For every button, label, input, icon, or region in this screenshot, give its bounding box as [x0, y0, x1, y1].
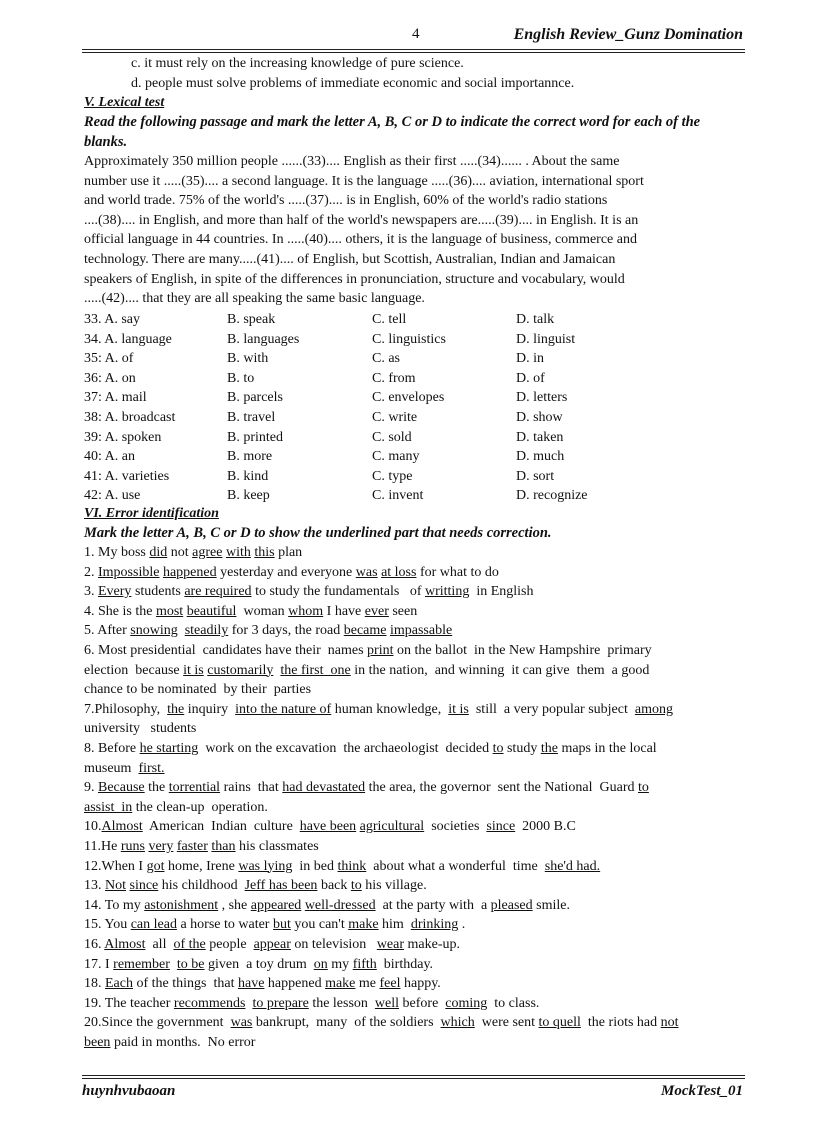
sentence-text: before: [399, 995, 446, 1011]
underlined-part[interactable]: she'd had.: [544, 858, 601, 874]
passage-line: .....(42).... that they are all speaking the same basic language.: [84, 291, 425, 307]
underlined-part[interactable]: to be: [176, 956, 205, 972]
sentence-text: smile.: [532, 897, 570, 913]
passage-line: Approximately 350 million people ......(33).... English as their first .....(34)...... . About the same: [84, 154, 620, 169]
option-a[interactable]: 42: A. use: [84, 488, 141, 504]
option-a[interactable]: 38: A. broadcast: [84, 410, 176, 425]
sentence-text: in the nation, and winning it can give them a good: [350, 662, 650, 678]
passage-line: number use it .....(35).... a second language. It is the language .....(36).... aviation, international sport: [84, 173, 644, 189]
underlined-part[interactable]: to quell: [538, 1015, 581, 1031]
underlined-part[interactable]: this: [254, 545, 275, 560]
sentence-text: my: [327, 956, 353, 972]
sentence-text: maps in the local: [557, 741, 657, 756]
option-d[interactable]: D. recognize: [516, 488, 588, 504]
option-c[interactable]: C. many: [372, 449, 420, 465]
option-b[interactable]: B. with: [227, 351, 269, 367]
passage-line: speakers of English, in spite of the differences in pronunciation, structure and vocabulary, would: [84, 271, 625, 287]
underlined-part[interactable]: ever: [364, 603, 389, 619]
underlined-part[interactable]: the: [540, 741, 558, 756]
sentence-text: 17. I: [84, 956, 114, 972]
underlined-part[interactable]: make: [325, 976, 356, 992]
option-c[interactable]: C. invent: [372, 488, 424, 504]
option-b[interactable]: B. kind: [227, 468, 269, 484]
underlined-part[interactable]: whom: [288, 603, 324, 619]
sentence-text: rains that: [220, 780, 283, 796]
error-line: [84, 641, 744, 661]
sentence-text: 15. You: [84, 917, 131, 933]
option-c[interactable]: C. linguistics: [372, 331, 446, 347]
option-a[interactable]: 36: A. on: [84, 370, 136, 386]
option-b[interactable]: B. more: [227, 449, 273, 465]
page-number: 4: [412, 26, 420, 42]
option-d[interactable]: D. letters: [516, 390, 568, 406]
sentence-text: people: [205, 937, 254, 952]
underlined-part[interactable]: since: [129, 878, 159, 894]
option-a[interactable]: 37: A. mail: [84, 390, 147, 406]
question-row: [84, 310, 744, 330]
question-row: [84, 447, 744, 467]
underlined-part[interactable]: became: [343, 623, 387, 639]
underlined-part[interactable]: Almost: [104, 937, 146, 952]
option-c[interactable]: C. sold: [372, 429, 412, 445]
sentence-text: yesterday and everyone: [216, 564, 356, 580]
underlined-part[interactable]: to: [492, 741, 504, 756]
error-line: [84, 915, 744, 935]
question-row: [84, 388, 744, 408]
underlined-part[interactable]: torrential: [168, 780, 221, 796]
error-line: [84, 935, 744, 955]
error-line: [84, 621, 744, 641]
underlined-part[interactable]: wear: [376, 937, 405, 952]
underlined-part[interactable]: Every: [98, 584, 132, 600]
option-d[interactable]: D. talk: [516, 312, 555, 327]
sentence-text: American Indian culture: [142, 819, 300, 835]
sentence-text: study: [503, 741, 541, 756]
underlined-part[interactable]: was: [355, 564, 378, 580]
footer-test-name: MockTest_01: [661, 1083, 743, 1099]
sentence-text: 16.: [84, 937, 105, 952]
header-rule-2: [82, 52, 745, 53]
underlined-part[interactable]: can lead: [130, 917, 177, 933]
underlined-part[interactable]: coming: [445, 995, 488, 1011]
sentence-text: .: [458, 917, 466, 933]
option-b[interactable]: B. printed: [227, 429, 283, 445]
question-row: [84, 428, 744, 448]
option-b[interactable]: B. speak: [227, 312, 276, 327]
page-footer: [82, 1083, 745, 1103]
passage-line: and world trade. 75% of the world's .....(37).... is in English, 60% of the world's radio stations: [84, 193, 608, 209]
option-d[interactable]: D. much: [516, 449, 565, 465]
sentence-text: students: [131, 584, 185, 600]
sentence-text: on television: [290, 937, 377, 952]
error-line: [84, 582, 744, 602]
page-header: [82, 26, 745, 46]
error-line: [84, 759, 744, 779]
passage-line: official language in 44 countries. In .....(40).... others, it is the language of business, commerce and: [84, 232, 637, 248]
sentence-text: a horse to water: [176, 917, 273, 933]
underlined-part[interactable]: think: [337, 858, 367, 874]
sentence-text: 1. My boss: [84, 545, 150, 560]
error-line: [84, 798, 744, 818]
underlined-part[interactable]: pleased: [490, 897, 533, 913]
underlined-part[interactable]: drinking: [410, 917, 459, 933]
option-d[interactable]: D. in: [516, 351, 544, 367]
underlined-part[interactable]: agree: [192, 545, 223, 560]
underlined-part[interactable]: with: [225, 545, 251, 560]
underlined-part[interactable]: he starting: [139, 741, 199, 756]
option-d[interactable]: D. show: [516, 410, 563, 425]
header-rule: [82, 49, 745, 50]
sentence-text: [170, 957, 177, 972]
underlined-part[interactable]: did: [149, 545, 168, 560]
underlined-part[interactable]: since: [486, 819, 516, 835]
underlined-part[interactable]: had devastated: [282, 780, 366, 796]
underlined-part[interactable]: Jeff has been: [244, 878, 318, 894]
passage-line: ....(38).... in English, and more than half of the world's newspapers are.....(39).... in English. It is an: [84, 212, 639, 228]
footer-rule: [82, 1075, 745, 1076]
sentence-text: 10.: [84, 819, 102, 835]
question-row: [84, 330, 744, 350]
error-line: [84, 680, 744, 700]
underlined-part[interactable]: been: [84, 1035, 111, 1050]
underlined-part[interactable]: Almost: [101, 819, 143, 835]
sentence-text: about what a wonderful time: [366, 858, 545, 874]
error-line: [84, 837, 744, 857]
underlined-part[interactable]: make: [348, 917, 379, 933]
underlined-part[interactable]: at loss: [381, 564, 417, 580]
underlined-part[interactable]: customarily: [207, 662, 274, 678]
sentence-text: chance to be nominated by their parties: [84, 682, 312, 698]
underlined-part[interactable]: into the nature of: [235, 701, 332, 717]
sentence-text: [178, 623, 185, 638]
sentence-text: to study the fundamentals of: [251, 584, 425, 600]
error-line: [84, 896, 744, 916]
sentence-text: me: [355, 976, 380, 992]
error-line: [84, 857, 744, 877]
sentence-text: human knowledge,: [331, 701, 449, 717]
header-title: English Review_Gunz Domination: [513, 26, 743, 43]
error-line: [84, 700, 744, 720]
underlined-part[interactable]: impassable: [389, 623, 453, 639]
sentence-text: 6. Most presidential candidates have their names: [84, 643, 368, 658]
option-a[interactable]: 41: A. varieties: [84, 468, 170, 484]
underlined-part[interactable]: print: [367, 643, 394, 658]
sentence-text: of the things that: [132, 976, 238, 992]
sentence-text: seen: [388, 603, 418, 619]
sentence-text: in bed: [292, 858, 338, 874]
option-d[interactable]: D. linguist: [516, 331, 576, 347]
underlined-part[interactable]: it is: [448, 701, 469, 717]
sentence-text: 13.: [84, 878, 105, 894]
sentence-text: for 3 days, the road: [228, 623, 344, 639]
underlined-part[interactable]: to: [638, 780, 649, 796]
underlined-part[interactable]: beautiful: [186, 603, 237, 619]
sentence-text: woman: [236, 603, 289, 619]
underlined-part[interactable]: writting: [424, 584, 470, 600]
option-c[interactable]: C. tell: [372, 312, 407, 327]
sentence-text: not: [167, 545, 193, 560]
error-line: [84, 543, 744, 563]
underlined-part[interactable]: the first one: [280, 662, 351, 678]
error-line: [84, 876, 744, 896]
error-line: [84, 563, 744, 583]
error-line: [84, 955, 744, 975]
sentence-text: museum: [84, 760, 139, 776]
error-line: [84, 994, 744, 1014]
underlined-part[interactable]: of the: [173, 937, 206, 952]
sentence-text: all: [145, 937, 174, 952]
sentence-text: the lesson: [308, 995, 375, 1011]
underlined-part[interactable]: recommends: [173, 995, 246, 1011]
sentence-text: 2.: [84, 564, 98, 580]
footer-author: huynhvubaoan: [82, 1083, 176, 1099]
underlined-part[interactable]: which: [440, 1015, 475, 1031]
option-b[interactable]: B. to: [227, 370, 255, 386]
sentence-text: on the ballot in the New Hampshire primary: [393, 643, 652, 658]
sentence-text: the area, the governor sent the National Guard: [365, 780, 638, 796]
error-line: [84, 1013, 744, 1033]
sentence-text: make-up.: [404, 937, 460, 952]
sentence-text: birthday.: [376, 956, 434, 972]
underlined-part[interactable]: feel: [379, 976, 401, 992]
sentence-text: his childhood: [158, 878, 245, 894]
sentence-text: his village.: [361, 878, 427, 894]
underlined-part[interactable]: have: [237, 976, 265, 992]
sentence-text: 3.: [84, 584, 98, 600]
option-b[interactable]: B. languages: [227, 331, 300, 347]
underlined-part[interactable]: most: [155, 603, 184, 619]
sentence-text: 19. The teacher: [84, 995, 174, 1011]
passage-line: technology. There are many.....(41).... of English, but Scottish, Australian, Indian and Jamaican: [84, 252, 616, 267]
error-line: [84, 739, 744, 759]
error-line: [84, 974, 744, 994]
underlined-part[interactable]: faster: [176, 839, 208, 854]
sentence-text: back: [317, 878, 351, 894]
sentence-text: his classmates: [235, 839, 319, 854]
underlined-part[interactable]: the: [167, 701, 185, 717]
sentence-text: the: [144, 780, 169, 796]
sentence-text: the riots had: [580, 1015, 661, 1031]
section-5-instruction: Read the following passage and mark the letter A, B, C or D to indicate the correct word for each of the blanks.: [84, 114, 701, 150]
sentence-text: 2000 B.C: [515, 819, 576, 835]
sentence-text: him: [378, 917, 411, 933]
option-a[interactable]: 39: A. spoken: [84, 429, 162, 445]
error-line: [84, 778, 744, 798]
underlined-part[interactable]: very: [148, 839, 174, 854]
underlined-part[interactable]: are required: [184, 584, 252, 600]
underlined-part[interactable]: agricultural: [359, 819, 425, 835]
underlined-part[interactable]: Because: [98, 780, 145, 796]
underlined-part[interactable]: appear: [253, 937, 291, 952]
sentence-text: given a toy drum: [204, 956, 314, 972]
sentence-text: 20.Since the government: [84, 1015, 231, 1031]
underlined-part[interactable]: snowing: [130, 623, 178, 639]
option-b[interactable]: B. keep: [227, 488, 270, 504]
sentence-text: work on the excavation the archaeologist decided: [198, 741, 493, 756]
underlined-part[interactable]: got: [146, 858, 165, 874]
sentence-text: home, Irene: [164, 858, 239, 874]
underlined-part[interactable]: steadily: [184, 623, 229, 639]
sentence-text: I have: [323, 603, 365, 619]
underlined-part[interactable]: astonishment: [144, 897, 219, 913]
sentence-text: 7.Philosophy,: [84, 701, 168, 717]
underlined-part[interactable]: assist in: [84, 799, 133, 815]
option-c[interactable]: C. from: [372, 370, 416, 386]
sentence-text: happy.: [400, 976, 441, 992]
underlined-part[interactable]: have been: [299, 819, 357, 835]
underlined-part[interactable]: well: [374, 995, 400, 1011]
underlined-part[interactable]: to: [350, 878, 362, 894]
underlined-part[interactable]: fifth: [352, 956, 377, 972]
sentence-text: 18.: [84, 976, 105, 992]
carryover-option-c: c. it must rely on the increasing knowledge of pure science.: [131, 56, 464, 71]
question-row: [84, 408, 744, 428]
underlined-part[interactable]: runs: [120, 839, 145, 854]
sentence-text: university students: [84, 721, 197, 737]
sentence-text: in English: [469, 584, 534, 600]
option-d[interactable]: D. of: [516, 370, 545, 386]
sentence-text: at the party with a: [375, 897, 491, 913]
sentence-text: , she: [218, 897, 251, 913]
footer-rule-2: [82, 1078, 745, 1079]
sentence-text: were sent: [474, 1015, 539, 1031]
underlined-part[interactable]: Impossible: [98, 564, 160, 580]
option-a[interactable]: 34. A. language: [84, 331, 172, 347]
sentence-text: still a very popular subject: [468, 701, 635, 717]
underlined-part[interactable]: it is: [183, 662, 204, 678]
sentence-text: 4. She is the: [84, 603, 156, 619]
sentence-text: bankrupt, many of the soldiers: [252, 1015, 441, 1031]
option-c[interactable]: C. as: [372, 351, 400, 367]
option-a[interactable]: 35: A. of: [84, 351, 134, 367]
underlined-part[interactable]: among: [634, 701, 673, 717]
option-c[interactable]: C. write: [372, 410, 418, 425]
sentence-text: 8. Before: [84, 741, 140, 756]
underlined-part[interactable]: was lying: [238, 858, 293, 874]
sentence-text: happened: [264, 976, 326, 992]
option-a[interactable]: 33. A. say: [84, 312, 140, 327]
error-line: [84, 602, 744, 622]
section-5-title: V. Lexical test: [84, 95, 165, 110]
option-b[interactable]: B. parcels: [227, 390, 283, 406]
underlined-part[interactable]: remember: [113, 956, 170, 972]
underlined-part[interactable]: was: [230, 1015, 253, 1031]
error-line: [84, 661, 744, 681]
sentence-text: paid in months. No error: [110, 1035, 256, 1050]
underlined-part[interactable]: happened: [162, 564, 217, 580]
underlined-part[interactable]: Not: [105, 878, 126, 894]
sentence-text: 5. After: [84, 623, 131, 639]
sentence-text: plan: [274, 545, 303, 560]
option-d[interactable]: D. sort: [516, 468, 555, 484]
sentence-text: to class.: [487, 995, 540, 1011]
question-row: [84, 369, 744, 389]
sentence-text: 14. To my: [84, 897, 145, 913]
underlined-part[interactable]: to prepare: [252, 995, 309, 1011]
underlined-part[interactable]: on: [313, 956, 328, 972]
underlined-part[interactable]: but: [272, 917, 291, 933]
underlined-part[interactable]: than: [211, 839, 236, 854]
question-row: [84, 349, 744, 369]
sentence-text: inquiry: [184, 701, 236, 717]
underlined-part[interactable]: not: [660, 1015, 679, 1031]
option-c[interactable]: C. type: [372, 468, 413, 484]
sentence-text: election because: [84, 662, 184, 678]
error-line: [84, 817, 744, 837]
section-6-title: VI. Error identification: [84, 506, 219, 521]
underlined-part[interactable]: well-dressed: [304, 897, 376, 913]
option-a[interactable]: 40: A. an: [84, 449, 135, 465]
section-6-instruction: Mark the letter A, B, C or D to show the underlined part that needs correction.: [84, 525, 552, 541]
sentence-text: 9.: [84, 780, 98, 796]
underlined-part[interactable]: first.: [138, 760, 165, 776]
error-line: [84, 719, 744, 739]
underlined-part[interactable]: Each: [105, 976, 133, 992]
underlined-part[interactable]: appeared: [250, 897, 302, 913]
option-c[interactable]: C. envelopes: [372, 390, 445, 406]
carryover-option-d: d. people must solve problems of immediate economic and social importannce.: [131, 76, 575, 91]
sentence-text: the clean-up operation.: [132, 799, 268, 815]
sentence-text: 11.He: [84, 839, 121, 854]
sentence-text: for what to do: [416, 564, 499, 580]
option-d[interactable]: D. taken: [516, 429, 564, 445]
sentence-text: societies: [424, 819, 487, 835]
error-line: [84, 1033, 744, 1053]
option-b[interactable]: B. travel: [227, 410, 276, 425]
question-row: [84, 467, 744, 487]
sentence-text: you can't: [290, 917, 349, 933]
sentence-text: 12.When I: [84, 858, 147, 874]
